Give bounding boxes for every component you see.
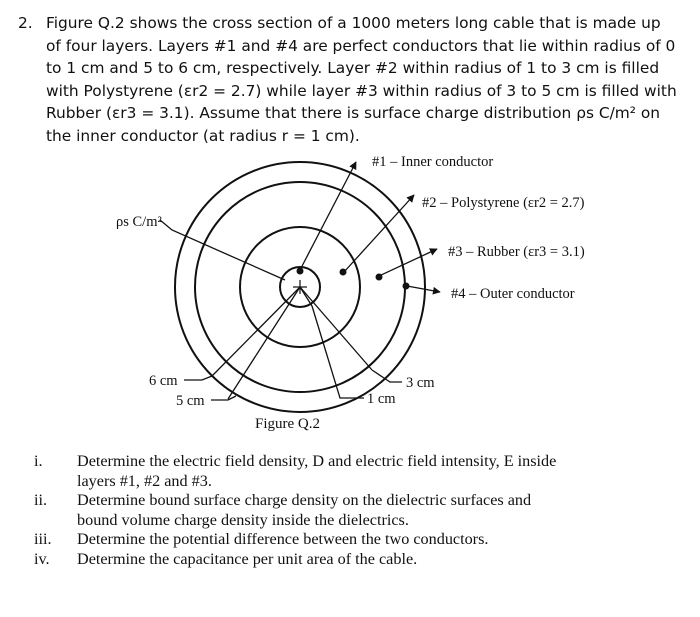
radius-1cm-line: [300, 287, 312, 306]
leader-charge: [160, 220, 285, 280]
leader-layer2: [344, 195, 414, 272]
question-item: [34, 550, 674, 570]
question-line: Determine bound surface charge density on the dielectric surfaces and: [77, 491, 532, 509]
dot-layer4: [403, 283, 410, 290]
dot-layer3: [376, 274, 383, 281]
problem-line: the inner conductor (at radius r = 1 cm).: [46, 126, 360, 145]
dot-layer2: [340, 269, 347, 276]
question-item: [34, 491, 674, 530]
question-number: i.: [34, 452, 43, 470]
question-line: layers #1, #2 and #3.: [77, 471, 212, 490]
question-line: Determine the potential difference between the two conductors.: [77, 530, 489, 548]
radius-6cm-line: [212, 287, 300, 376]
question-line: bound volume charge density inside the dielectrics.: [77, 510, 409, 529]
leader-layer3: [379, 249, 437, 276]
question-number: iii.: [34, 530, 52, 548]
question-item: [34, 530, 674, 550]
label-layer1: #1 – Inner conductor: [372, 154, 494, 170]
problem-line: with Polystyrene (εr2 = 2.7) while layer #3 within radius of 3 to 5 cm is filled with: [46, 81, 677, 100]
dot-layer1: [297, 268, 304, 275]
label-radius-6cm: 6 cm: [149, 373, 178, 389]
problem-number: 2.: [18, 14, 33, 32]
label-layer2: #2 – Polystyrene (εr2 = 2.7): [422, 195, 585, 211]
radius-5cm-leader: [211, 396, 236, 400]
question-line: Determine the electric field density, D and electric field intensity, E inside: [77, 452, 557, 470]
question-number: iv.: [34, 549, 50, 568]
leader-layer4: [407, 286, 440, 292]
label-surface-charge: ρs C/m²: [116, 214, 162, 230]
figure-caption: Figure Q.2: [255, 416, 320, 432]
problem-line: Figure Q.2 shows the cross section of a 1000 meters long cable that is made up: [46, 14, 661, 32]
problem-line: of four layers. Layers #1 and #4 are perfect conductors that lie within radius of 0: [46, 36, 676, 55]
radius-6cm-leader: [184, 376, 212, 380]
leader-layer1: [300, 162, 356, 270]
label-radius-5cm: 5 cm: [176, 393, 205, 409]
label-layer3: #3 – Rubber (εr3 = 3.1): [448, 244, 585, 260]
problem-line: to 1 cm and 5 to 6 cm, respectively. Layer #2 within radius of 1 to 3 cm is filled: [46, 59, 660, 77]
question-number: ii.: [34, 491, 48, 509]
question-list: [34, 452, 674, 569]
problem-line: Rubber (εr3 = 3.1). Assume that there is surface charge distribution ρs C/m² on: [46, 104, 661, 122]
radius-5cm-line: [228, 287, 300, 399]
label-layer4: #4 – Outer conductor: [451, 286, 575, 302]
label-radius-3cm: 3 cm: [406, 375, 435, 391]
radius-3cm-line: [300, 287, 372, 370]
label-radius-1cm: 1 cm: [367, 391, 396, 407]
question-item: [34, 452, 674, 491]
question-line: Determine the capacitance per unit area of the cable.: [77, 549, 418, 568]
